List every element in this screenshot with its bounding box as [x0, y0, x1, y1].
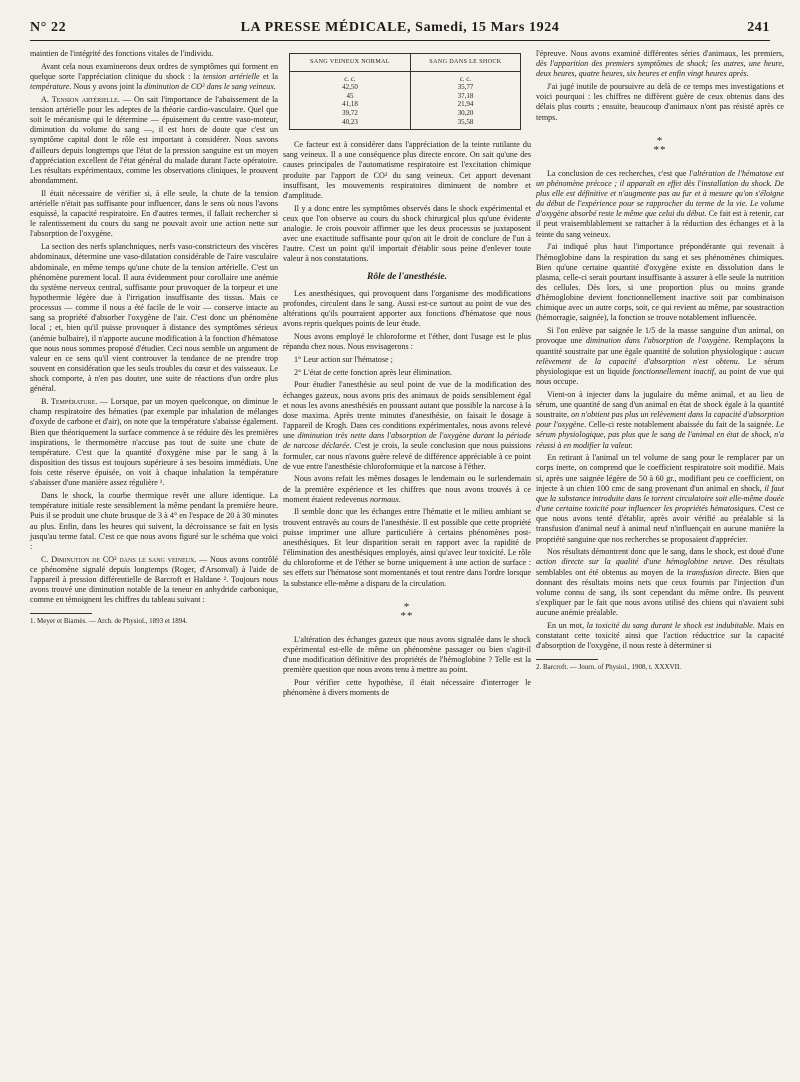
column-right — [536, 49, 784, 675]
footnote-rule — [30, 613, 92, 614]
section-break-asterisks: * ** — [653, 134, 667, 156]
paragraph: Il semble donc que les échanges entre l'hématie et le milieu ambiant se trouvent entravés au cours de l'anesthésie. Il est possible que cette propriété puisse imprimer une allure particulière à certains phénomènes post-anesthésiques. Et leur disparition serait en rapport avec la rapidité de l'élimination des anesthésiques employés, ainsi qu'avec leur toxicité. Le rôle du chloroforme et de l'éther se borne uniquement à une action de surface : ses effets sur l'hématose sont momentanés et tout rentre dans l'ordre lorsque la substance elle-même a disparu de la circulation. — [283, 507, 531, 588]
paragraph: Avant cela nous examinerons deux ordres de symptômes qui forment en quelque sorte l'appréciation clinique du shock : la tension artérielle et la température. Nous y avons joint la diminution de CO² dans le sang veineux. — [30, 61, 278, 92]
section-break-asterisks: * ** — [400, 600, 414, 622]
table-unit: c. c. — [290, 71, 411, 83]
paragraph: maintien de l'intégrité des fonctions vitales de l'individu. — [30, 49, 214, 58]
table-row: 42,50 35,77 — [290, 83, 521, 92]
journal-title: LA PRESSE MÉDICALE, Samedi, 15 Mars 1924 — [240, 20, 560, 35]
table-row: 39,72 30,20 — [290, 109, 521, 118]
table-row: 41,18 21,94 — [290, 100, 521, 109]
section-a: A. Tension artérielle. — On sait l'importance de l'abaissement de la tension artérielle pour les adeptes de la théorie cardio-vasculaire. Quel que soit le mécanisme qui le détermine — épuisement du centre vaso-moteur, diminution du volume du sang —, il est hors de doute que c'est un symptôme capital dont le rôle est important à considérer. Nous savons d'ailleurs depuis longtemps que l'état de la pression sanguine est un moyen d'appréciation excellent de l'état général du malade durant l'acte opératoire. Les résultats expérimentaux, comme les observations cliniques, le prouvent abondamment. — [30, 94, 278, 186]
page-header — [30, 20, 770, 41]
footnote-rule — [536, 659, 598, 660]
column-middle — [283, 53, 531, 701]
paragraph: Pour étudier l'anesthésie au seul point de vue de la modification des échanges gazeux, nous avons pris des animaux de poids sensiblement égal et nous les avons anesthésiés en poussant autant que possible la narcose à la dose maxima. Après trente minutes d'anesthésie, on faisait le dosage à l'appareil de Krogh. Dans ces conditions expérimentales, nous avons relevé une diminution très nette dans l'absorption de l'oxygène durant la période de narcose déclarée. C'est je crois, la seule conclusion que nous puissions formuler, car nous n'avons guère relevé de différence appréciable à ce point de vue entre l'anesthésie chloroformique et la narcose à l'éther. — [283, 380, 532, 471]
paragraph: Nos résultats démontrent donc que le sang, dans le shock, est doué d'une action directe sur la qualité d'une hémoglobine neuve. Des résultats semblables ont été obtenus au moyen de la transfusion directe. Bien que donnant des résultats moins nets que ceux fournis par l'injection d'un volume connu de sang, ils sont cependant du même ordre. Ils peuvent s'expliquer par le fait que nous avons utilisé des chiens qui n'avaient subi aucune anémie préalable. — [536, 547, 784, 618]
table-unit: c. c. — [410, 71, 520, 83]
footnote: 1. Meyer et Biarnès. — Arch. de Physiol., 1893 et 1894. — [30, 617, 188, 626]
paragraph: J'ai indiqué plus haut l'importance prépondérante qui revenait à l'hémoglobine dans la respiration du sang et ses phénomènes chimiques. Bien qu'une certaine quantité d'oxygène existe en dissolution dans le plasma, celle-ci serait pourtant insuffisante à assurer à elle seule la nutrition des cellules. Dès lors, si une proportion plus ou moins grande d'hémoglobine devient fonctionnellement inactive soit par combinaison chimique avec un autre corps, soit, ce qui revient au même, par soustraction (hémorragie, saignée), la fonction se trouve notablement influencée. — [536, 242, 784, 323]
paragraph: Les anesthésiques, qui provoquent dans l'organisme des modifications profondes, circulent dans le sang. Aussi est-ce surtout au point de vue des altérations qu'ils pourraient apporter aux fonctions d'hématose que nous avons repris quelques points de leur étude. — [283, 288, 531, 329]
paragraph: Dans le shock, la courbe thermique revêt une allure identique. La température initiale reste sensiblement la même pendant la première heure. Puis il se produit une chute brusque de 3 à 4° en l'espace de 20 à 30 minutes au plus. Enfin, dans les heures qui suivent, la décroissance se fait en lysis jusqu'au terme fatal. C'est ce que nous avons figuré sur le schéma que voici : — [30, 491, 278, 551]
section-heading: C. Diminution de CO² dans le sang veineux. — [41, 554, 197, 564]
paragraph: l'épreuve. Nous avons examiné différentes séries d'animaux, les premiers, dès l'apparition des premiers symptômes de shock; les autres, une heure, deux heures, quatre heures, six heures et enfin vingt heures après. — [536, 49, 784, 79]
paragraph: La conclusion de ces recherches, c'est que l'altération de l'hématose est un phénomène précoce ; il apparaît en effet dès l'installation du shock. De plus elle est définitive et n'augmente pas au fur et à mesure qu'on s'éloigne du début de l'expérience pour se rapprocher du terme de la vie. Le volume d'oxygène absorbé reste le même que celui du début. Ce fait est à retenir, car il peut vraisemblablement se rattacher à la réduction des échanges et à la teinte du sang veineux. — [536, 168, 785, 239]
table-header: SANG VEINEUX NORMAL — [290, 54, 411, 72]
footnote: 2. Barcroft. — Journ. of Physiol., 1908, t. XXXVII. — [536, 663, 682, 672]
table-row: 45 37,18 — [290, 92, 521, 101]
paragraph: Pour vérifier cette hypothèse, il était nécessaire d'interroger le phénomène à divers moments de — [283, 677, 531, 698]
section-title: Rôle de l'anesthésie. — [367, 271, 447, 282]
paragraph: Nous avons employé le chloroforme et l'éther, dont l'usage est le plus répandu chez nous. Nous envisagerons : — [283, 332, 531, 352]
paragraph: L'altération des échanges gazeux que nous avons signalée dans le shock expérimental est-elle de même un phénomène passager ou bien s'agit-il d'une modification définitive des propriétés de l'hémoglobine ? Telle est la première question que nous avons tenu à mettre au point. — [283, 634, 531, 675]
paragraph: Nous avons refait les mêmes dosages le lendemain ou le surlendemain de la première expérience et les chiffres que nous avons trouvés à ce moment étaient redevenus normaux. — [283, 474, 531, 504]
list-item: 1° Leur action sur l'hématose ; — [294, 354, 393, 364]
section-b: B. Température. — Lorsque, par un moyen quelconque, on diminue le champ respiratoire des hématies (par exemple par inhalation de mélanges d'oxyde de carbone et d'air), on note que la température s'abaisse également. Bien que théoriquement la surface commence à se réduire dès les premières inspirations, le thermomètre n'accuse pas tout de suite une chute de température. C'est que la quantité d'oxygène mise par le sang à la disposition des tissus est toujours supérieure à ses besoins immédiats. Une fois cette réserve épuisée, on voit à chaque inhalation la température s'abaisser d'une manière assez régulière ¹. — [30, 397, 278, 488]
table-header: SANG DANS LE SHOCK — [410, 54, 520, 72]
list-item: 2° L'état de cette fonction après leur élimination. — [294, 367, 452, 377]
co2-table — [289, 53, 521, 130]
paragraph: J'ai jugé inutile de poursuivre au delà de ce temps mes investigations et voici pourquoi : les chiffres ne diffèrent guère de ceux obtenus dans des délais plus courts ; ensuite, beaucoup d'animaux n'ont pas résisté après ce temps. — [536, 82, 784, 122]
section-heading: B. Température. — [41, 397, 98, 407]
column-left — [30, 49, 278, 629]
section-heading: A. Tension artérielle. — [41, 94, 120, 104]
paragraph: La section des nerfs splanchniques, nerfs vaso-constricteurs des viscères abdominaux, détermine une vaso-dilatation considérable de l'aire vasculaire abdominale, en même temps qu'une chute de la tension artérielle. C'est un phénomène purement local. Il aura évidemment pour corollaire une anémie du système nerveux central, suffisante pour provoquer de la torpeur et une hypothermie légère due à l'irrigation insuffisante des tissus. Mais ce processus — comme il nous a été facile de le voir — conserve intacte au sang sa propriété d'absorber l'oxygène de l'air. C'est donc un phénomène local ; et, bien qu'il puisse provoquer à distance des symptômes sérieux (anémie bulbaire), il n'apporte aucune modification à la fonction d'hématose que nous nous sommes proposé d'étudier. Ceci nous semble un argument de valeur en ce sens qu'il vient controuver la tendance de ne prendre trop souvent en considération que les seuls troubles du cœur et des vaisseaux. Le shock comporte, à n'en pas douter, une suite de réactions d'un ordre plus général. — [30, 242, 278, 394]
issue-number: N° 22 — [30, 20, 67, 35]
page-number: 241 — [747, 20, 770, 35]
paragraph: Ce facteur est à considérer dans l'appréciation de la teinte rutilante du sang veineux. Il a une conséquence plus directe encore. On sait qu'une des causes principales de l'automatisme respiratoire est l'excitation chimique produite par l'apport de CO² du sang veineux. Cet apport devenant insuffisant, les mouvements respiratoires diminuent de nombre et d'amplitude. — [283, 140, 531, 200]
section-c: C. Diminution de CO² dans le sang veineux. — Nous avons contrôlé ce phénomène signalé depuis longtemps (Roger, d'Arsonval) à l'aide de l'appareil à pression différentielle de Barcroft et Haldane ². Toujours nous avons trouvé une diminution notable de la teneur en anhydride carbonique, comme en témoignent les chiffres du tableau suivant : — [30, 554, 278, 605]
paragraph: Il était nécessaire de vérifier si, à elle seule, la chute de la tension artérielle n'était pas suffisante pour influencer, dans le sens où nous l'avons esquissé, la capacité respiratoire. En d'autres termes, il fallait rechercher si le ralentissement du cours du sang ne pouvait avoir une action nette sur l'absorption de l'oxygène. — [30, 188, 278, 239]
paragraph: Si l'on enlève par saignée le 1/5 de la masse sanguine d'un animal, on provoque une diminution dans l'absorption de l'oxygène. Remplaçons la quantité soustraite par une égale quantité de solution physiologique : aucun relèvement de la capacité d'absorption n'est obtenu. Le sérum physiologique est un liquide fonctionnellement inactif, au point de vue qui nous occupe. — [536, 326, 784, 386]
paragraph: En retirant à l'animal un tel volume de sang pour le remplacer par un corps inerte, on comprend que le coefficient respiratoire soit modifié. Mais si, après une saignée légère de 50 à 60 gr., modifiant peu ce coefficient, on injecte à un chien 100 cmc de sang provenant d'un animal en shock, il faut que la substance introduite dans le torrent circulatoire soit elle-même douée d'une certaine toxicité pour influencer les propriétés hématosiques. C'est ce que nous avons tenté d'établir, après avoir vérifié au préalable si la transfusion d'animal neuf à animal neuf n'influençait en aucune manière la propriété sanguine que nos recherches se proposaient d'apprécier. — [536, 453, 785, 544]
paragraph: Vient-on à injecter dans la jugulaire du même animal, et au lieu de sérum, une quantité de sang d'un animal en état de shock égale à la quantité soustraite, on n'obtient pas plus un relèvement dans la capacité d'absorption pour l'oxygène. Celle-ci reste notablement abaissée du fait de la saignée. Le sérum physiologique, pas plus que le sang de l'animal en état de shock, n'a réussi à en modifier la valeur. — [536, 389, 784, 450]
table-row: 40,23 35,58 — [290, 118, 521, 130]
paragraph: Il y a donc entre les symptômes observés dans le shock expérimental et ceux que l'on observe au cours du shock chirurgical plus qu'une évidente analogie. Je crois pouvoir affirmer que les deux processus se juxtaposent avec une exactitude suffisante pour qu'on ait le droit de conclure de l'un à l'autre. C'est un point qu'il importait d'établir sous peine d'enlever toute valeur à nos constatations. — [283, 203, 531, 264]
paragraph: En un mot, la toxicité du sang durant le shock est indubitable. Mais en constatant cette toxicité ainsi que l'action réductrice sur la capacité d'absorption de l'oxygène, il nous reste à déterminer si — [536, 620, 785, 651]
